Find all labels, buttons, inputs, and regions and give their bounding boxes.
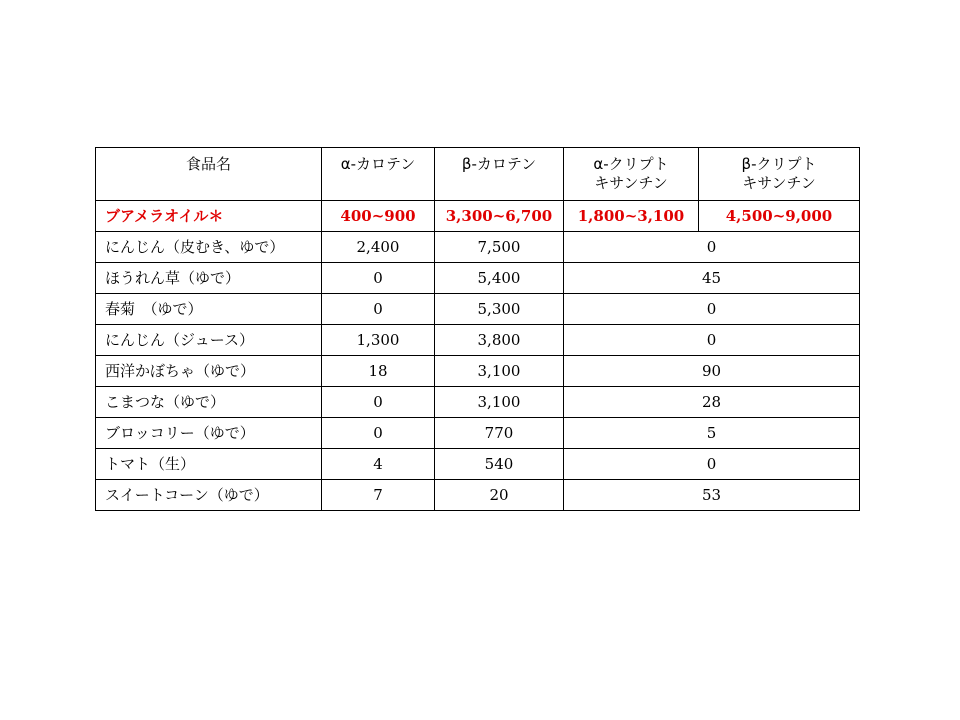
beta-carotene-cell: 3,100	[435, 356, 564, 387]
header-beta-carotene-text: β‐カロテン	[461, 155, 537, 173]
table-row	[96, 356, 860, 387]
cryptoxanthin-cell: 90	[564, 356, 860, 387]
table-row	[96, 387, 860, 418]
food-name-cell: にんじん（ジュース）	[96, 325, 322, 356]
alpha-carotene-cell: 18	[322, 356, 435, 387]
food-name-cell: ブロッコリー（ゆで）	[96, 418, 322, 449]
beta-carotene-cell: 5,400	[435, 263, 564, 294]
alpha-carotene-cell: 0	[322, 263, 435, 294]
header-alpha-carotene-text: α‐カロテン	[340, 155, 416, 173]
header-beta-crypto-line1: β‐クリプト	[741, 155, 817, 173]
cryptoxanthin-cell: 0	[564, 294, 860, 325]
highlight-alpha-crypto-value: 1,800~3,100	[564, 201, 699, 232]
alpha-carotene-cell: 0	[322, 294, 435, 325]
carotene-table	[95, 147, 860, 511]
highlight-row	[96, 201, 860, 232]
header-beta-crypto-line2: キサンチン	[742, 173, 816, 192]
header-alpha-cryptoxanthin	[564, 148, 699, 201]
food-name-cell: 春菊 （ゆで）	[96, 294, 322, 325]
header-alpha-crypto-line2: キサンチン	[594, 173, 668, 192]
table-row	[96, 325, 860, 356]
food-name-cell: こまつな（ゆで）	[96, 387, 322, 418]
cryptoxanthin-cell: 28	[564, 387, 860, 418]
table-row	[96, 418, 860, 449]
alpha-carotene-cell: 4	[322, 449, 435, 480]
cryptoxanthin-cell: 0	[564, 325, 860, 356]
food-name-cell: トマト（生）	[96, 449, 322, 480]
beta-carotene-cell: 7,500	[435, 232, 564, 263]
table-row	[96, 294, 860, 325]
alpha-carotene-cell: 2,400	[322, 232, 435, 263]
cryptoxanthin-cell: 45	[564, 263, 860, 294]
table-row	[96, 232, 860, 263]
food-name-cell: 西洋かぼちゃ（ゆで）	[96, 356, 322, 387]
highlight-beta-crypto-value: 4,500~9,000	[699, 201, 860, 232]
food-name-cell: スイートコーン（ゆで）	[96, 480, 322, 511]
beta-carotene-cell: 20	[435, 480, 564, 511]
food-name-cell: ほうれん草（ゆで）	[96, 263, 322, 294]
table-row	[96, 480, 860, 511]
table-row	[96, 263, 860, 294]
highlight-beta-value: 3,300~6,700	[435, 201, 564, 232]
beta-carotene-cell: 770	[435, 418, 564, 449]
highlight-alpha-value: 400~900	[322, 201, 435, 232]
header-food-name-text: 食品名	[185, 155, 231, 173]
alpha-carotene-cell: 1,300	[322, 325, 435, 356]
cryptoxanthin-cell: 0	[564, 232, 860, 263]
cryptoxanthin-cell: 0	[564, 449, 860, 480]
beta-carotene-cell: 540	[435, 449, 564, 480]
highlight-food-name: ブアメラオイル＊	[96, 201, 322, 232]
header-food-name	[96, 148, 322, 201]
beta-carotene-cell: 3,800	[435, 325, 564, 356]
cryptoxanthin-cell: 5	[564, 418, 860, 449]
alpha-carotene-cell: 0	[322, 387, 435, 418]
table-row	[96, 449, 860, 480]
alpha-carotene-cell: 0	[322, 418, 435, 449]
cryptoxanthin-cell: 53	[564, 480, 860, 511]
header-beta-carotene	[435, 148, 564, 201]
beta-carotene-cell: 5,300	[435, 294, 564, 325]
alpha-carotene-cell: 7	[322, 480, 435, 511]
beta-carotene-cell: 3,100	[435, 387, 564, 418]
header-alpha-carotene	[322, 148, 435, 201]
header-alpha-crypto-line1: α‐クリプト	[593, 155, 669, 173]
food-name-cell: にんじん（皮むき、ゆで）	[96, 232, 322, 263]
header-beta-cryptoxanthin	[699, 148, 860, 201]
header-row	[96, 148, 860, 201]
